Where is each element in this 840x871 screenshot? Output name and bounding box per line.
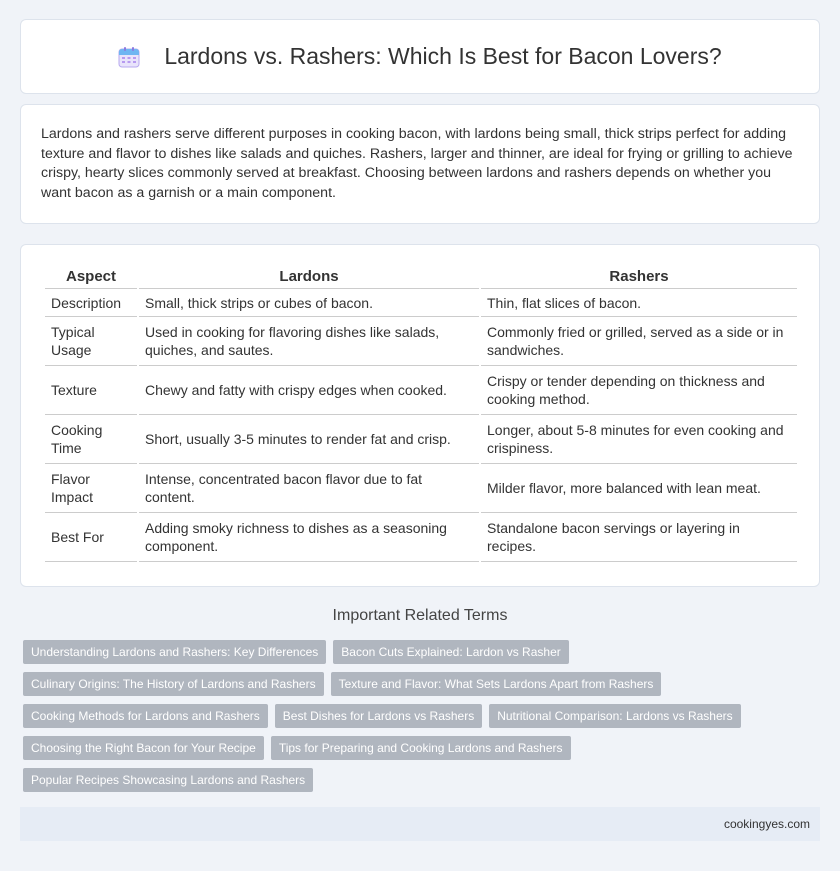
rashers-cell: Commonly fried or grilled, served as a side or in sandwiches. xyxy=(481,317,797,366)
footer xyxy=(20,807,820,841)
related-tag[interactable]: Tips for Preparing and Cooking Lardons and Rashers xyxy=(271,736,571,760)
related-tag[interactable]: Cooking Methods for Lardons and Rashers xyxy=(23,704,268,728)
related-tags xyxy=(23,640,823,800)
intro-card xyxy=(20,104,820,224)
related-tag[interactable]: Bacon Cuts Explained: Lardon vs Rasher xyxy=(333,640,568,664)
related-tag[interactable]: Choosing the Right Bacon for Your Recipe xyxy=(23,736,264,760)
header-lardons: Lardons xyxy=(139,265,479,289)
header-aspect: Aspect xyxy=(45,265,137,289)
aspect-cell: Texture xyxy=(45,366,137,415)
comparison-table-card xyxy=(20,244,820,587)
related-tag[interactable]: Texture and Flavor: What Sets Lardons Apart from Rashers xyxy=(331,672,662,696)
rashers-cell: Crispy or tender depending on thickness and cooking method. xyxy=(481,366,797,415)
lardons-cell: Intense, concentrated bacon flavor due to fat content. xyxy=(139,464,479,513)
tag-row xyxy=(23,736,823,760)
lardons-cell: Adding smoky richness to dishes as a seasoning component. xyxy=(139,513,479,562)
related-tag[interactable]: Nutritional Comparison: Lardons vs Rashers xyxy=(489,704,740,728)
table-row xyxy=(45,366,797,415)
tag-row xyxy=(23,768,823,792)
aspect-cell: Cooking Time xyxy=(45,415,137,464)
footer-site-link[interactable]: cookingyes.com xyxy=(723,817,810,831)
related-tag[interactable]: Culinary Origins: The History of Lardons and Rashers xyxy=(23,672,324,696)
aspect-cell: Description xyxy=(45,289,137,317)
aspect-cell: Typical Usage xyxy=(45,317,137,366)
table-row xyxy=(45,464,797,513)
tag-row xyxy=(23,704,823,728)
table-header-row xyxy=(45,265,797,289)
calendar-icon xyxy=(118,46,140,68)
tag-row xyxy=(23,640,823,664)
intro-paragraph: Lardons and rashers serve different purposes in cooking bacon, with lardons being small, thick strips perfect for adding texture and flavor to dishes like salads and quiches. Rashers, larger and thinner, are ideal for frying or grilling to achieve crispy, hearty slices commonly served at breakfast. Choosing between lardons and rashers depends on whether you want bacon as a garnish or a main component. xyxy=(41,126,793,201)
lardons-cell: Small, thick strips or cubes of bacon. xyxy=(139,289,479,317)
related-terms-heading: Important Related Terms xyxy=(332,607,508,624)
tag-row xyxy=(23,672,823,696)
rashers-cell: Thin, flat slices of bacon. xyxy=(481,289,797,317)
title-card xyxy=(20,19,820,94)
aspect-cell: Flavor Impact xyxy=(45,464,137,513)
related-tag[interactable]: Understanding Lardons and Rashers: Key Differences xyxy=(23,640,326,664)
table-row xyxy=(45,513,797,562)
comparison-table xyxy=(43,265,799,562)
rashers-cell: Milder flavor, more balanced with lean meat. xyxy=(481,464,797,513)
table-row xyxy=(45,289,797,317)
rashers-cell: Standalone bacon servings or layering in recipes. xyxy=(481,513,797,562)
lardons-cell: Chewy and fatty with crispy edges when cooked. xyxy=(139,366,479,415)
related-tag[interactable]: Popular Recipes Showcasing Lardons and Rashers xyxy=(23,768,313,792)
lardons-cell: Short, usually 3-5 minutes to render fat and crisp. xyxy=(139,415,479,464)
table-row xyxy=(45,317,797,366)
lardons-cell: Used in cooking for flavoring dishes like salads, quiches, and sautes. xyxy=(139,317,479,366)
aspect-cell: Best For xyxy=(45,513,137,562)
page-title: Lardons vs. Rashers: Which Is Best for Bacon Lovers? xyxy=(164,43,722,69)
header-rashers: Rashers xyxy=(481,265,797,289)
rashers-cell: Longer, about 5-8 minutes for even cooking and crispiness. xyxy=(481,415,797,464)
related-tag[interactable]: Best Dishes for Lardons vs Rashers xyxy=(275,704,482,728)
table-row xyxy=(45,415,797,464)
